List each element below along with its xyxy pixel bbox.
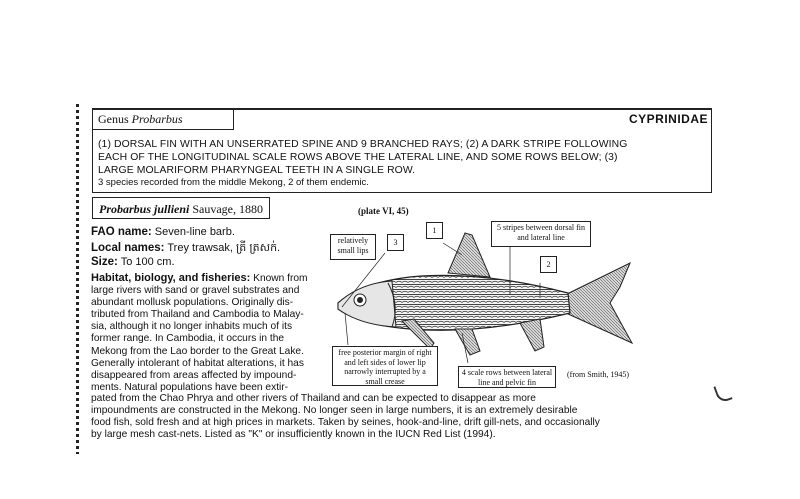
callout-lip-margin: free posterior margin of right and left sides of lower lip narrowly interrupted by a small crease [332,346,438,386]
habitat-line: impoundments are constructed in the Mekong. No longer seen in large numbers, it is an extremely desirable [91,405,578,417]
habitat-line: abundant mollusk populations. Originally dis- [91,297,294,309]
habitat-line: disappeared from areas affected by impound- [91,369,297,381]
habitat-line: pated from the Chao Phrya and other rivers of Thailand and can be expected to disappear as more [91,393,536,404]
local-names [91,241,280,257]
diagnosis-line: (1) DORSAL FIN WITH AN UNSERRATED SPINE AND 9 BRANCHED RAYS; (2) A DARK STRIPE FOLLOWING [98,139,628,150]
habitat-line: sia, although it no longer inhabits much of its [91,321,293,333]
anal-fin [520,319,544,351]
genus-prefix: Genus [98,112,129,126]
habitat-line: large rivers with sand or gravel substrates and [91,285,300,297]
habitat-line: ments. Natural populations have been extir- [91,381,289,393]
habitat-line: food fish, sold fresh and at high prices in markets. Taken by seines, hook-and-line, drift gill-nets, and occasionally [91,417,600,429]
species-author: Sauvage, 1880 [192,202,264,216]
callout-number-3: 3 [387,234,404,251]
habitat-first-line [91,272,327,285]
pelvic-fin [455,329,480,355]
habitat-line: former range. In Cambodia, it occurs in the [91,333,285,345]
fao-name [91,226,235,238]
habitat-paragraph-full [91,393,729,441]
habitat-line: tributed from Thailand and Cambodia to Malay- [91,309,304,321]
callout-lips: relatively small lips [330,234,376,260]
habitat-line: by large mesh cast-nets. Listed as "K" or insufficiently known in the IUCN Red List (1994). [91,429,496,441]
size-value: To 100 cm. [120,256,175,268]
genus-label [92,108,234,130]
callout-scale-rows: 4 scale rows between lateral line and pelvic fin [458,366,556,388]
habitat-line: Generally intolerant of habitat alterations, it has [91,357,304,369]
size [91,256,175,268]
diagnosis-line: LARGE MOLARIFORM PHARYNGEAL TEETH IN A SINGLE ROW. [98,165,416,176]
callout-number-2: 2 [540,256,557,273]
size-label: Size: [91,256,118,268]
species-name: Probarbus jullieni [99,202,190,216]
habitat-line: Mekong from the Lao border to the Great Lake. [91,345,304,357]
species-count: 3 species recorded from the middle Mekong, 2 of them endemic. [98,177,369,188]
plate-reference: (plate VI, 45) [358,206,409,216]
genus-name: Probarbus [131,112,183,126]
dorsal-fin [448,233,490,277]
figure-credit: (from Smith, 1945) [567,370,629,379]
local-label: Local names: [91,242,165,254]
species-title-box [92,197,270,219]
local-value: Trey trawsak, ត្រី ត្រសក់. [167,242,281,254]
habitat-paragraph-left [91,272,327,394]
family-name: CYPRINIDAE [628,112,708,126]
fao-label: FAO name: [91,226,152,238]
habitat-label: Habitat, biology, and fisheries: [91,272,251,284]
fao-value: Seven-line barb. [154,226,235,238]
habitat-first-text: Known from [253,273,308,284]
callout-number-1: 1 [426,222,443,239]
caudal-fin [565,263,632,343]
callout-stripes: 5 stripes between dorsal fin and lateral line [491,221,591,247]
fish-head [338,281,396,327]
binding-edge [76,104,79,454]
diagnosis-line: EACH OF THE LONGITUDINAL SCALE ROWS ABOVE THE LATERAL LINE, AND SOME ROWS BELOW; (3) [98,152,618,163]
genus-diagnosis [98,138,710,177]
